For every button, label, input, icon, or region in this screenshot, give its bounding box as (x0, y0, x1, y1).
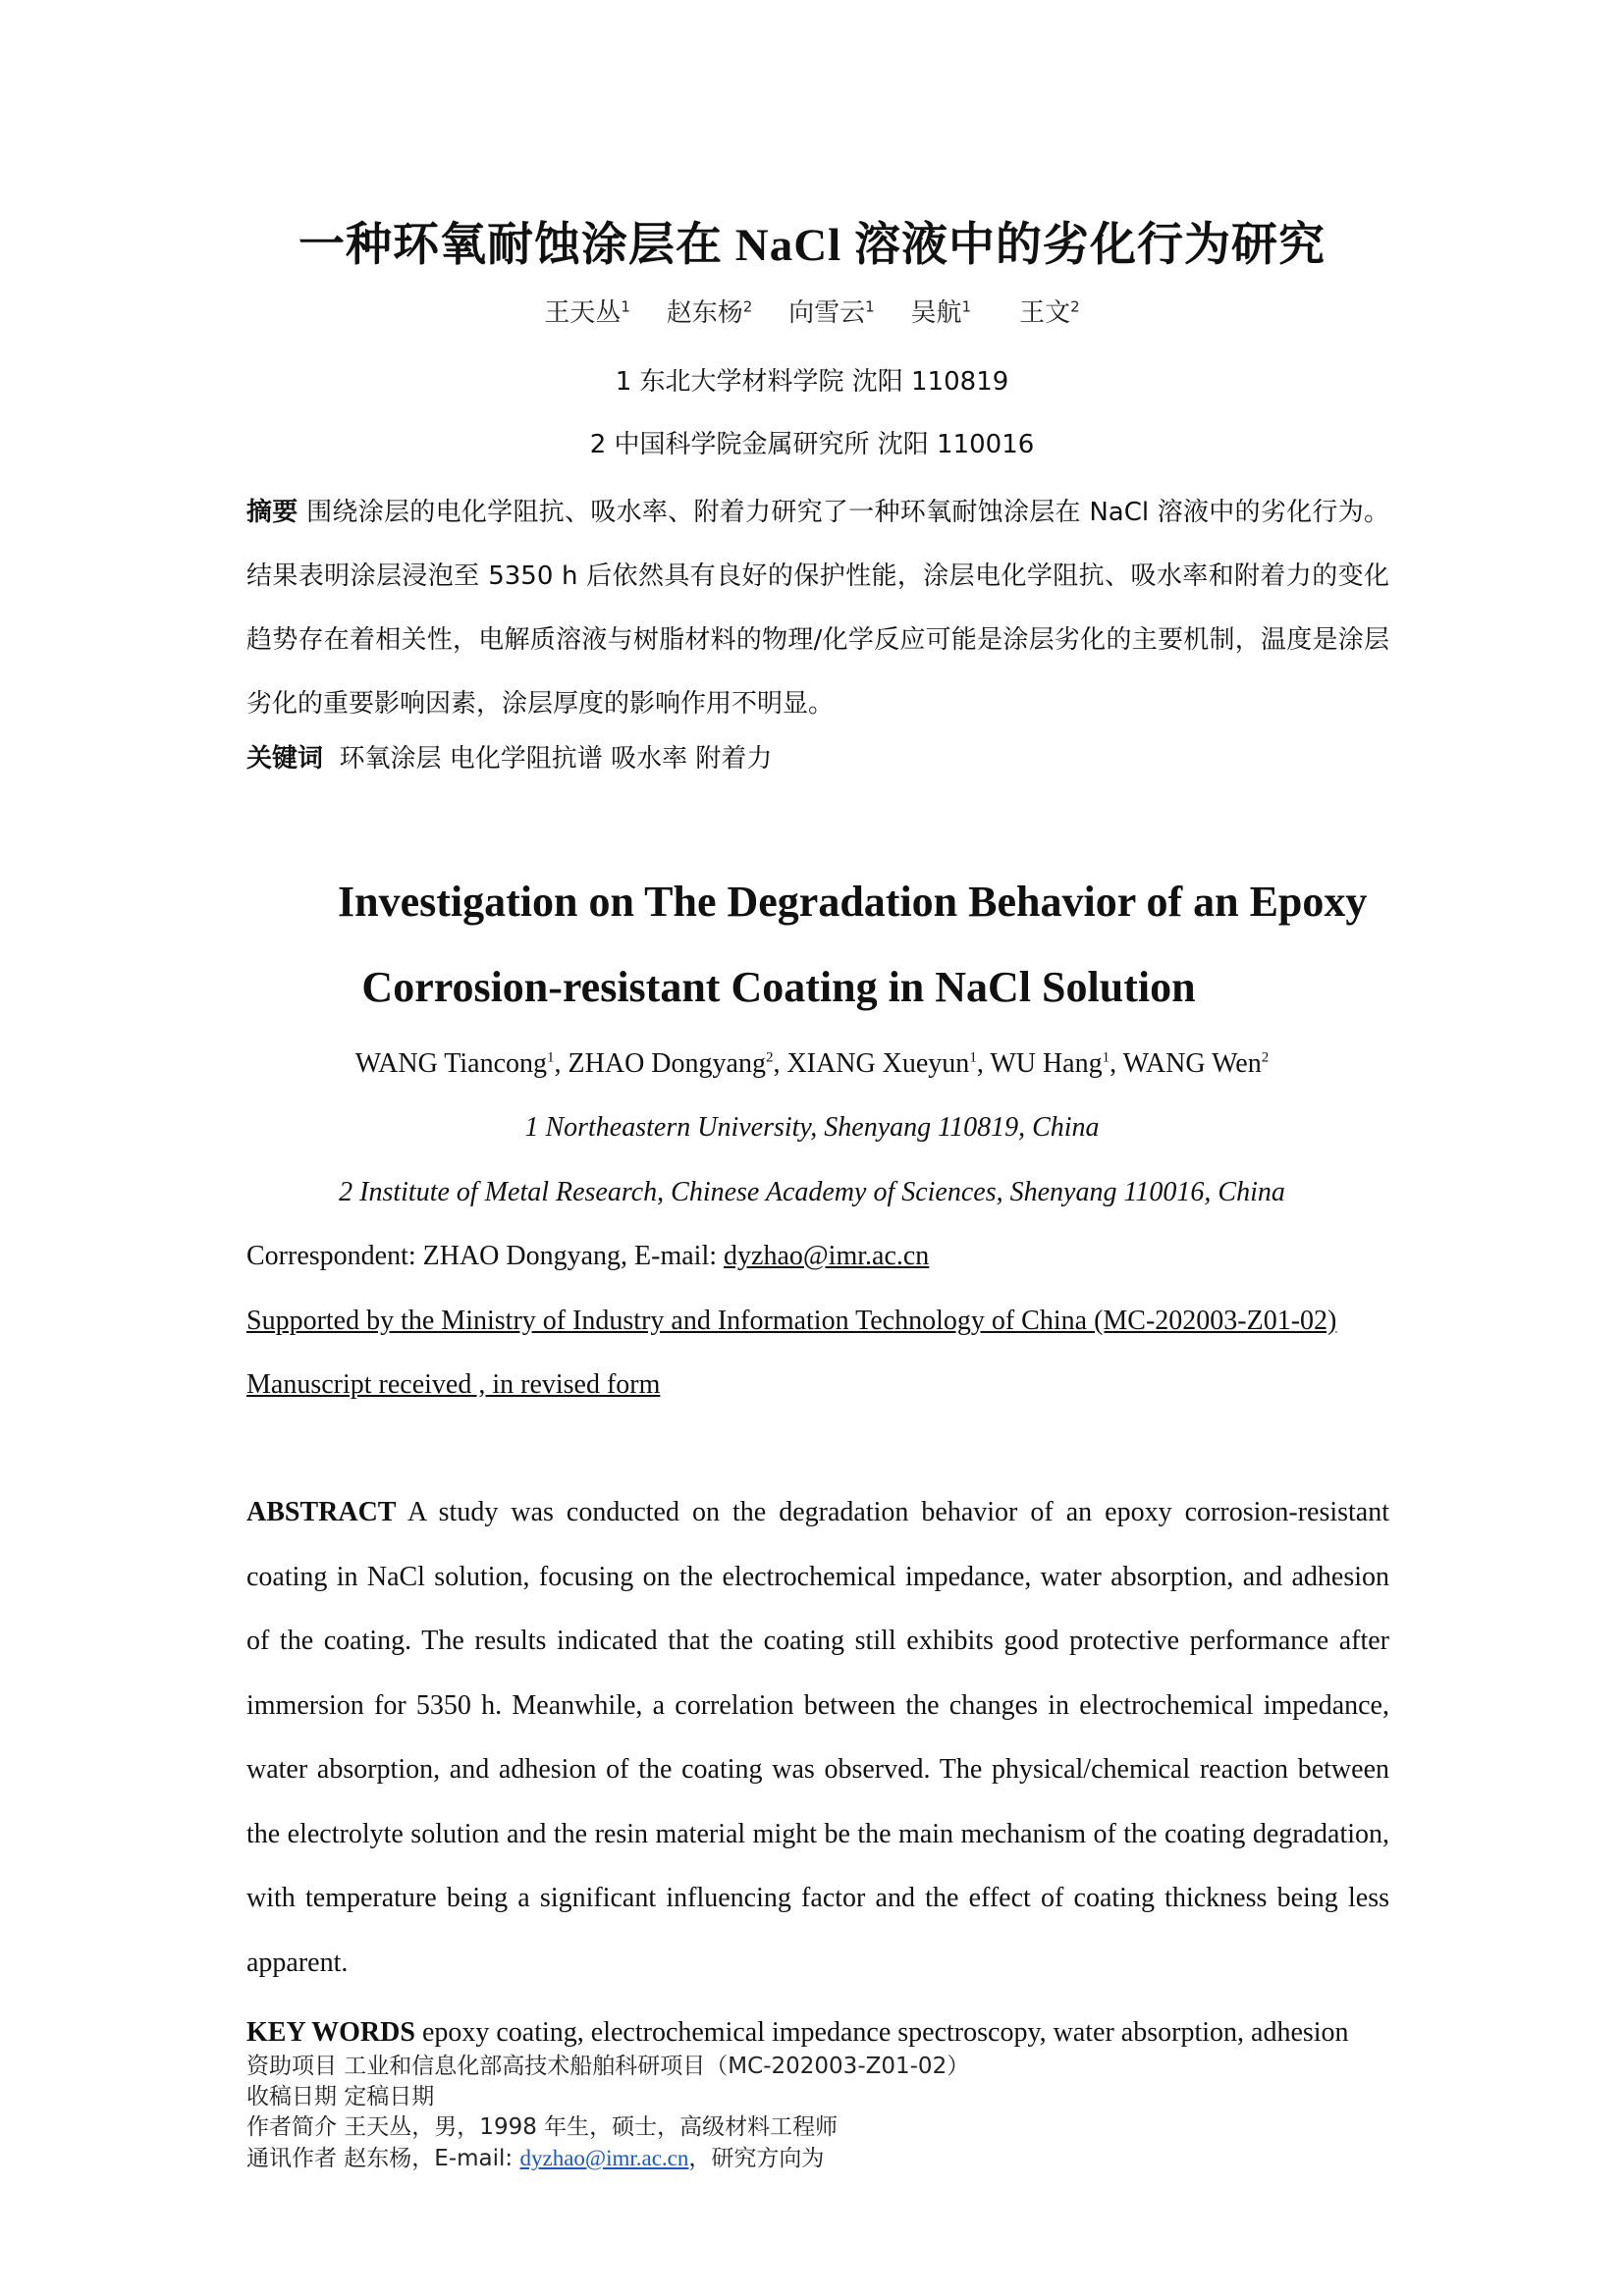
affiliation-mark: 1 (547, 1049, 555, 1066)
author-name: ZHAO Dongyang (568, 1048, 766, 1079)
english-affiliation-2: 2 Institute of Metal Research, Chinese Academy of Sciences, Shenyang 110016, China (339, 1177, 1285, 1207)
english-author-list (0, 1048, 1624, 1080)
affiliation-mark: 1 (1102, 1049, 1110, 1066)
author-name: WANG Wen (1122, 1048, 1262, 1079)
affiliation-mark: 2 (765, 1049, 774, 1066)
affiliation-mark: 2 (1070, 297, 1080, 316)
affiliation-mark: 2 (1261, 1049, 1270, 1066)
affiliation-mark: 1 (865, 297, 875, 316)
abstract-label: 摘要 (246, 498, 298, 527)
contact-email-link[interactable]: dyzhao@imr.ac.cn (519, 2146, 689, 2170)
chinese-author-list (0, 293, 1624, 329)
english-title-line-2 (0, 962, 1624, 1012)
correspondent-email-link[interactable]: dyzhao@imr.ac.cn (724, 1241, 930, 1271)
footnote-contact (246, 2143, 824, 2174)
english-abstract (246, 1480, 1389, 1995)
keywords-label: KEY WORDS (246, 2017, 415, 2048)
chinese-affiliation-1: 1 东北大学材料学院 沈阳 110819 (615, 367, 1009, 397)
funding-statement: Supported by the Ministry of Industry and Information Technology of China (MC-202003-Z01-02) (246, 1306, 1337, 1336)
author-name: XIANG Xueyun (786, 1048, 970, 1079)
keywords-text: 环氧涂层 电化学阻抗谱 吸水率 附着力 (339, 744, 773, 774)
affiliation-mark: 2 (742, 297, 753, 316)
keywords-label: 关键词 (246, 744, 324, 774)
author-separator: , (1110, 1048, 1123, 1079)
english-keywords (246, 2017, 1389, 2049)
author-name: WU Hang (990, 1048, 1103, 1079)
author-name: 王文 (1019, 298, 1071, 328)
english-affiliation-1: 1 Northeastern University, Shenyang 110819, China (524, 1112, 1100, 1143)
author-name: 王天丛 (544, 298, 622, 328)
author-name: 赵东杨 (666, 298, 743, 328)
correspondent-line (246, 1241, 1389, 1272)
affiliation-mark: 1 (961, 297, 971, 316)
footnote-funding: 资助项目 工业和信息化部高技术船舶科研项目（MC-202003-Z01-02） (246, 2054, 970, 2079)
author-name: WANG Tiancong (354, 1048, 548, 1079)
chinese-title: 一种环氧耐蚀涂层在 NaCl 溶液中的劣化行为研究 (298, 220, 1326, 271)
keywords-text: epoxy coating, electrochemical impedance spectroscopy, water absorption, adhesion (421, 2017, 1349, 2048)
affiliation-mark: 1 (969, 1049, 977, 1066)
affiliation-mark: 1 (621, 297, 630, 316)
chinese-affiliation-2: 2 中国科学院金属研究所 沈阳 110016 (589, 430, 1035, 459)
manuscript-dates: Manuscript received , in revised form (246, 1369, 661, 1400)
contact-suffix: ，研究方向为 (688, 2146, 825, 2171)
correspondent-prefix: Correspondent: ZHAO Dongyang, E-mail: (246, 1241, 725, 1271)
author-name: 吴航 (910, 298, 962, 328)
english-title-line-1: Investigation on The Degradation Behavior of an Epoxy (338, 878, 1368, 926)
author-separator: , (773, 1048, 787, 1079)
abstract-text: A study was conducted on the degradation behavior of an epoxy corrosion-resistant coating in NaCl solution, focusing on the electrochemical impedance, water absorption, and adhesion of the coating. The results indicated that the coating still exhibits good protective performance after immersion for 5350 h. Meanwhile, a correlation between the changes in electrochemical impedance, water absorption, and adhesion of the coating was observed. The physical/chemical reaction between the electrolyte solution and the resin material might be the main mechanism of the coating degradation, with temperature being a significant influencing factor and the effect of coating thickness being less apparent. (246, 1497, 1389, 1978)
abstract-text: 围绕涂层的电化学阻抗、吸水率、附着力研究了一种环氧耐蚀涂层在 NaCl 溶液中的劣化行为。结果表明涂层浸泡至 5350 h 后依然具有良好的保护性能，涂层电化学阻抗、吸水率和附着力的变化趋势存在着相关性，电解质溶液与树脂材料的物理/化学反应可能是涂层劣化的主要机制，温度是涂层劣化的重要影响因素，涂层厚度的影响作用不明显。 (246, 498, 1389, 719)
chinese-keywords (246, 738, 1389, 774)
abstract-label: ABSTRACT (246, 1497, 397, 1527)
footnote-author-bio: 作者简介 王天丛，男，1998 年生，硕士，高级材料工程师 (246, 2114, 839, 2140)
author-separator: , (554, 1048, 568, 1079)
author-name: 向雪云 (788, 298, 866, 328)
footnote-dates: 收稿日期 定稿日期 (246, 2084, 435, 2109)
contact-prefix: 通讯作者 赵东杨，E-mail: (246, 2146, 520, 2171)
author-separator: , (976, 1048, 991, 1079)
chinese-abstract (246, 481, 1389, 736)
english-title-line-2-text: Corrosion-resistant Coating in NaCl Solution (361, 963, 1196, 1011)
